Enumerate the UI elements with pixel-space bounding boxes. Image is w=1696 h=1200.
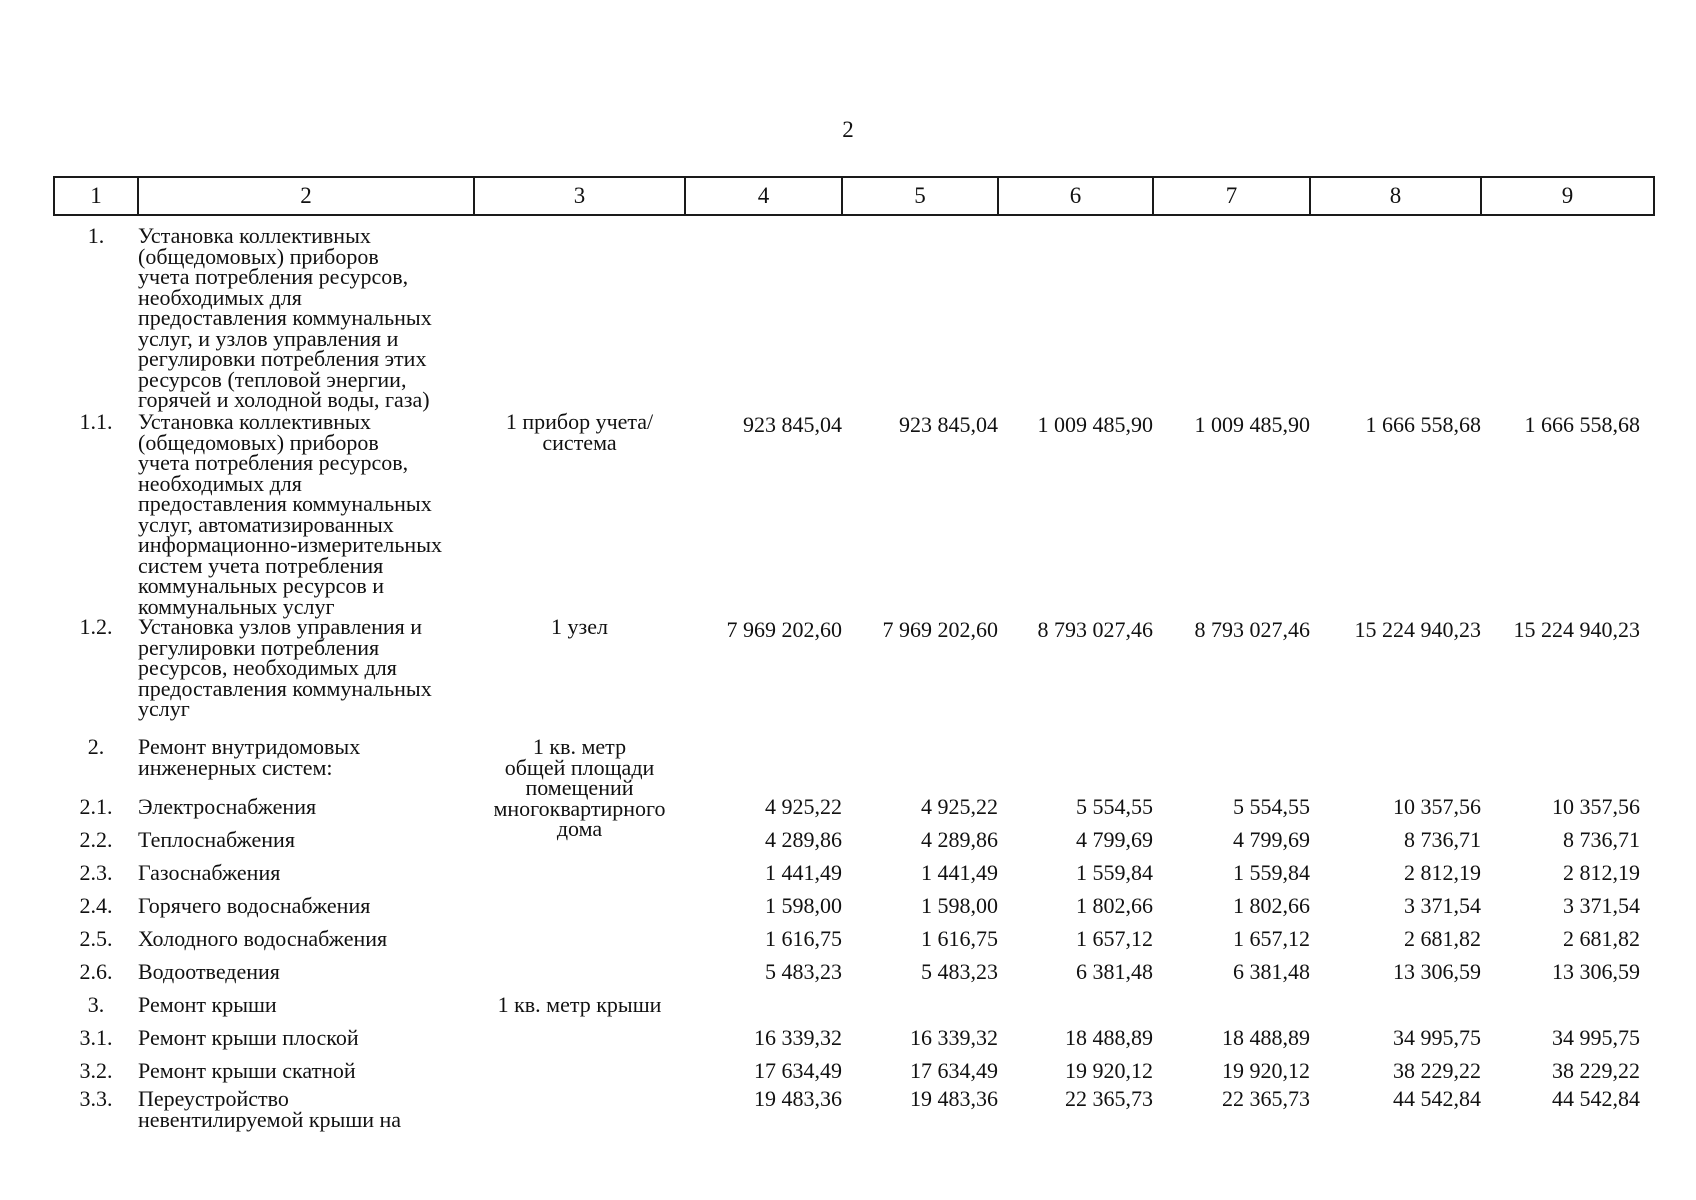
value-col-9: 3 371,54 — [1563, 893, 1640, 919]
value-col-5: 7 969 202,60 — [882, 617, 998, 642]
unit-line: 1 узел — [551, 614, 608, 639]
value-col-5: 4 289,86 — [921, 827, 998, 853]
unit-cell — [474, 1022, 685, 1055]
name-line: предоставления коммунальных — [138, 491, 432, 516]
value-col-7: 5 554,55 — [1233, 794, 1310, 820]
value-col-7 — [1153, 215, 1310, 412]
value-col-6: 19 920,12 — [1065, 1058, 1153, 1084]
value-col-6: 18 488,89 — [1065, 1025, 1153, 1051]
row-number: 3.3. — [79, 1086, 113, 1111]
unit-line: система — [542, 429, 617, 455]
value-col-5: 19 483,36 — [910, 1086, 998, 1111]
work-type-name — [138, 1088, 474, 1130]
unit-cell — [474, 890, 685, 923]
value-col-9: 15 224 940,23 — [1513, 617, 1640, 642]
value-col-6: 1 559,84 — [1076, 860, 1153, 886]
unit-cell — [474, 956, 685, 989]
value-col-5 — [842, 989, 998, 1022]
value-col-9: 10 357,56 — [1552, 794, 1640, 820]
value-col-5: 1 616,75 — [921, 926, 998, 952]
table-row-2 — [54, 737, 1654, 791]
unit-cell — [474, 857, 685, 890]
value-col-9 — [1481, 215, 1654, 412]
value-col-8: 8 736,71 — [1404, 827, 1481, 853]
row-number: 2. — [87, 734, 105, 759]
name-line: Установка узлов управления и — [138, 614, 423, 639]
value-col-9: 8 736,71 — [1563, 827, 1640, 853]
row-number: 3.2. — [79, 1058, 113, 1084]
unit-cell: 1 кв. метр крыши — [497, 992, 662, 1018]
value-col-9: 44 542,84 — [1552, 1086, 1640, 1111]
value-col-7: 4 799,69 — [1233, 827, 1310, 853]
work-type-name — [138, 734, 474, 791]
value-col-9: 13 306,59 — [1552, 959, 1640, 985]
unit-cell — [474, 734, 685, 857]
work-type-name: Горячего водоснабжения — [138, 893, 371, 919]
value-col-4: 1 441,49 — [765, 860, 842, 886]
value-col-5: 17 634,49 — [910, 1058, 998, 1084]
column-header-2: 2 — [138, 177, 474, 215]
value-col-4: 1 598,00 — [765, 893, 842, 919]
value-col-8: 10 357,56 — [1393, 794, 1481, 820]
table-row-2-5 — [54, 923, 1654, 956]
work-type-name — [138, 614, 474, 737]
name-line: (общедомовых) приборов — [138, 429, 379, 455]
column-header-5: 5 — [842, 177, 998, 215]
row-number: 3.1. — [79, 1025, 113, 1051]
table-row-3-1 — [54, 1022, 1654, 1055]
work-type-name: Ремонт крыши — [138, 992, 277, 1018]
work-type-name: Теплоснабжения — [138, 827, 295, 853]
value-col-9 — [1481, 989, 1654, 1022]
column-header-6: 6 — [998, 177, 1153, 215]
value-col-9: 38 229,22 — [1552, 1058, 1640, 1084]
unit-cell — [474, 409, 685, 617]
table-row-1-1 — [54, 412, 1654, 617]
value-col-8: 15 224 940,23 — [1354, 617, 1481, 642]
value-col-4: 7 969 202,60 — [726, 617, 842, 642]
unit-line: 1 кв. метр — [532, 734, 627, 759]
table-row-2-4 — [54, 890, 1654, 923]
name-line: коммунальных ресурсов и — [138, 573, 385, 598]
unit-line: дома — [556, 816, 603, 841]
work-type-name: Холодного водоснабжения — [138, 926, 388, 952]
value-col-7 — [1153, 737, 1310, 791]
value-col-5 — [842, 737, 998, 791]
value-col-7: 1 559,84 — [1233, 860, 1310, 886]
name-line: необходимых для — [138, 470, 302, 496]
row-number: 2.6. — [79, 959, 113, 985]
name-line: учета потребления ресурсов, — [138, 264, 409, 289]
value-col-7: 1 009 485,90 — [1194, 412, 1310, 437]
unit-cell — [474, 1055, 685, 1088]
name-line: учета потребления ресурсов, — [138, 450, 409, 475]
name-line: предоставления коммунальных — [138, 675, 432, 701]
value-col-9: 1 666 558,68 — [1524, 412, 1640, 437]
work-type-name — [138, 409, 474, 619]
table-row-2-3 — [54, 857, 1654, 890]
unit-line: многоквартирного — [493, 795, 666, 821]
value-col-7: 18 488,89 — [1222, 1025, 1310, 1051]
table-row-1-2 — [54, 617, 1654, 737]
table-row-2-6 — [54, 956, 1654, 989]
unit-cell — [474, 614, 685, 737]
name-line: информационно-измерительных — [138, 532, 442, 557]
name-line: коммунальных услуг — [138, 593, 335, 619]
value-col-4 — [685, 215, 842, 412]
value-col-7: 6 381,48 — [1233, 959, 1310, 985]
value-col-6: 6 381,48 — [1076, 959, 1153, 985]
value-col-7: 19 920,12 — [1222, 1058, 1310, 1084]
row-number: 3. — [87, 992, 105, 1018]
row-number: 1.2. — [79, 614, 113, 639]
value-col-6 — [998, 737, 1153, 791]
value-col-6: 1 657,12 — [1076, 926, 1153, 952]
table-row-2-1 — [54, 791, 1654, 824]
table-row-3-3 — [54, 1088, 1654, 1130]
value-col-4: 923 845,04 — [743, 412, 842, 437]
value-col-4: 17 634,49 — [754, 1058, 842, 1084]
value-col-7: 22 365,73 — [1222, 1086, 1310, 1111]
value-col-5: 1 441,49 — [921, 860, 998, 886]
work-type-name: Электроснабжения — [138, 794, 317, 820]
row-number: 1. — [87, 223, 105, 248]
column-number-header-row — [54, 177, 1654, 215]
column-header-9: 9 — [1481, 177, 1654, 215]
value-col-5 — [842, 215, 998, 412]
value-col-4: 19 483,36 — [754, 1086, 842, 1111]
row-number: 2.2. — [79, 827, 113, 853]
value-col-8: 3 371,54 — [1404, 893, 1481, 919]
table-row-3-2 — [54, 1055, 1654, 1088]
value-col-4: 1 616,75 — [765, 926, 842, 952]
unit-line: помещений — [525, 775, 634, 800]
value-col-8: 44 542,84 — [1393, 1086, 1481, 1111]
unit-line: общей площади — [504, 754, 655, 780]
table-row-2-2 — [54, 824, 1654, 857]
row-number: 2.3. — [79, 860, 113, 886]
value-col-4: 5 483,23 — [765, 959, 842, 985]
name-line: услуг — [138, 696, 190, 721]
name-line: Переустройство — [138, 1086, 289, 1111]
value-col-8: 13 306,59 — [1393, 959, 1481, 985]
value-col-7: 1 802,66 — [1233, 893, 1310, 919]
name-line: предоставления коммунальных — [138, 305, 432, 330]
value-col-7: 8 793 027,46 — [1194, 617, 1310, 642]
name-line: Ремонт внутридомовых — [138, 734, 361, 759]
value-col-7: 1 657,12 — [1233, 926, 1310, 952]
value-col-9: 2 812,19 — [1563, 860, 1640, 886]
name-line: ресурсов (тепловой энергии, — [138, 366, 407, 392]
value-col-6 — [998, 215, 1153, 412]
value-col-4 — [685, 989, 842, 1022]
unit-cell — [474, 215, 685, 412]
name-line: регулировки потребления этих — [138, 346, 427, 371]
value-col-4: 16 339,32 — [754, 1025, 842, 1051]
name-line: ресурсов, необходимых для — [138, 655, 397, 680]
value-col-6: 22 365,73 — [1065, 1086, 1153, 1111]
unit-line: 1 прибор учета/ — [505, 409, 654, 434]
name-line: Установка коллективных — [138, 409, 371, 434]
unit-cell — [474, 923, 685, 956]
row-number: 1.1. — [79, 409, 113, 434]
value-col-8: 2 681,82 — [1404, 926, 1481, 952]
table-row-3 — [54, 989, 1654, 1022]
name-line: горячей и холодной воды, газа) — [138, 387, 430, 412]
value-col-6: 1 009 485,90 — [1037, 412, 1153, 437]
name-line: Установка коллективных — [138, 223, 371, 248]
value-col-5: 923 845,04 — [899, 412, 998, 437]
value-col-8: 2 812,19 — [1404, 860, 1481, 886]
work-type-name: Водоотведения — [138, 959, 280, 985]
name-line: услуг, и узлов управления и — [138, 325, 399, 351]
work-type-name: Ремонт крыши плоской — [138, 1025, 359, 1051]
name-line: инженерных систем: — [138, 754, 333, 780]
value-col-4 — [685, 737, 842, 791]
work-type-name — [138, 215, 474, 412]
value-col-8: 1 666 558,68 — [1365, 412, 1481, 437]
value-col-7 — [1153, 989, 1310, 1022]
name-line: регулировки потребления — [138, 634, 380, 660]
value-col-8 — [1310, 737, 1481, 791]
value-col-5: 5 483,23 — [921, 959, 998, 985]
unit-cell — [474, 1088, 685, 1130]
value-col-6 — [998, 989, 1153, 1022]
value-col-8: 34 995,75 — [1393, 1025, 1481, 1051]
page-number: 2 — [842, 117, 854, 142]
name-line: необходимых для — [138, 284, 302, 310]
value-col-9 — [1481, 737, 1654, 791]
name-line: невентилируемой крыши на — [138, 1106, 402, 1132]
value-col-8: 38 229,22 — [1393, 1058, 1481, 1084]
name-line: (общедомовых) приборов — [138, 243, 379, 269]
value-col-8 — [1310, 989, 1481, 1022]
row-number: 2.5. — [79, 926, 113, 952]
row-number: 2.1. — [79, 794, 113, 820]
value-col-5: 4 925,22 — [921, 794, 998, 820]
cost-table — [53, 176, 1655, 1130]
column-header-8: 8 — [1310, 177, 1481, 215]
value-col-9: 34 995,75 — [1552, 1025, 1640, 1051]
value-col-5: 1 598,00 — [921, 893, 998, 919]
value-col-4: 4 289,86 — [765, 827, 842, 853]
name-line: услуг, автоматизированных — [138, 511, 394, 537]
work-type-name: Ремонт крыши скатной — [138, 1058, 356, 1084]
column-header-7: 7 — [1153, 177, 1310, 215]
value-col-6: 4 799,69 — [1076, 827, 1153, 853]
value-col-4: 4 925,22 — [765, 794, 842, 820]
name-line: систем учета потребления — [138, 552, 384, 578]
value-col-9: 2 681,82 — [1563, 926, 1640, 952]
work-type-name: Газоснабжения — [138, 860, 281, 886]
value-col-6: 5 554,55 — [1076, 794, 1153, 820]
column-header-4: 4 — [685, 177, 842, 215]
value-col-6: 1 802,66 — [1076, 893, 1153, 919]
value-col-5: 16 339,32 — [910, 1025, 998, 1051]
column-header-1: 1 — [54, 177, 138, 215]
table-row-1 — [54, 215, 1654, 412]
column-header-3: 3 — [474, 177, 685, 215]
value-col-8 — [1310, 215, 1481, 412]
value-col-6: 8 793 027,46 — [1037, 617, 1153, 642]
row-number: 2.4. — [79, 893, 113, 919]
